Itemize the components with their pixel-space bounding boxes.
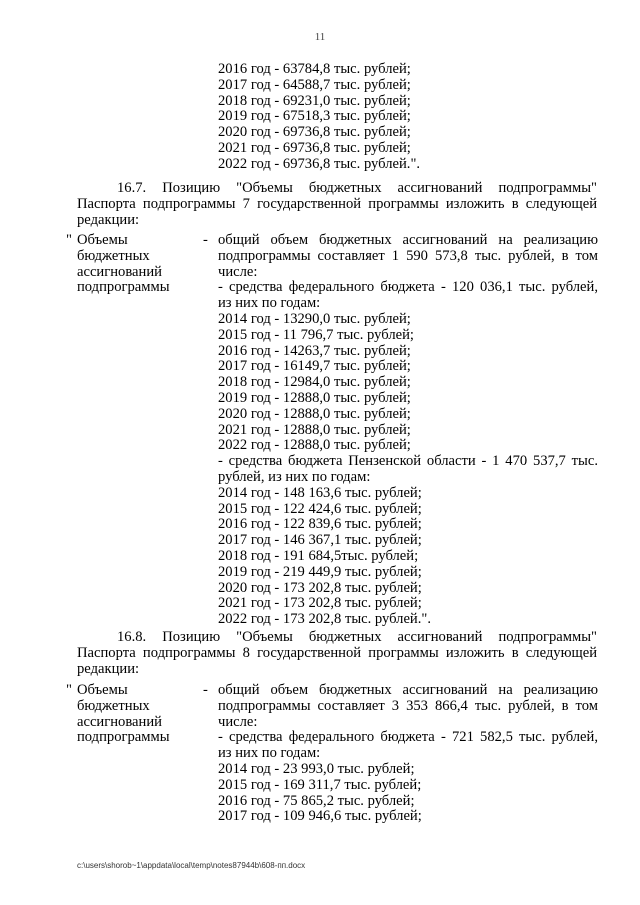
total-line: числе:: [218, 263, 258, 280]
year-line: 2022 год - 69736,8 тыс. рублей.".: [218, 155, 421, 172]
total-line: подпрограммы составляет 1 590 573,8 тыс. рублей, в том: [218, 247, 598, 264]
row-dash: -: [203, 682, 208, 698]
regional-year-line: 2020 год - 173 202,8 тыс. рублей;: [218, 579, 422, 596]
heading-line: Паспорта подпрограммы 8 государственной программы изложить в следующей: [77, 644, 597, 661]
year-line: 2016 год - 63784,8 тыс. рублей;: [218, 61, 411, 77]
label-line: Объемы: [77, 682, 128, 698]
year-line: 2017 год - 64588,7 тыс. рублей;: [218, 76, 411, 93]
federal-line: из них по годам:: [218, 745, 321, 762]
federal-year-line: 2022 год - 12888,0 тыс. рублей;: [218, 437, 411, 454]
federal-year-line: 2017 год - 109 946,6 тыс. рублей;: [218, 808, 422, 825]
label-line: бюджетных: [77, 247, 150, 264]
row-content: [218, 233, 598, 628]
federal-line: - средства федерального бюджета - 120 036,1 тыс. рублей,: [218, 279, 598, 296]
total-line: подпрограммы составляет 3 353 866,4 тыс. рублей, в том: [218, 697, 598, 714]
regional-year-line: 2014 год - 148 163,6 тыс. рублей;: [218, 484, 422, 501]
year-line: 2018 год - 69231,0 тыс. рублей;: [218, 92, 411, 109]
page-number: 11: [314, 31, 326, 43]
regional-year-line: 2021 год - 173 202,8 тыс. рублей;: [218, 595, 422, 612]
row-dash: -: [203, 232, 208, 248]
regional-year-line: 2017 год - 146 367,1 тыс. рублей;: [218, 532, 422, 549]
total-line: числе:: [218, 713, 258, 730]
label-line: подпрограммы: [77, 279, 170, 296]
label-line: ассигнований: [77, 263, 162, 280]
federal-year-line: 2020 год - 12888,0 тыс. рублей;: [218, 405, 411, 422]
year-line: 2019 год - 67518,3 тыс. рублей;: [218, 108, 411, 125]
top-year-list: [218, 62, 420, 173]
regional-year-line: 2015 год - 122 424,6 тыс. рублей;: [218, 500, 422, 517]
heading-line: редакции:: [77, 211, 140, 228]
section-16-7-heading: [77, 181, 597, 228]
heading-line: 16.7. Позицию "Объемы бюджетных ассигнований подпрограммы": [117, 180, 597, 196]
total-line: общий объем бюджетных ассигнований на реализацию: [218, 232, 598, 248]
year-line: 2021 год - 69736,8 тыс. рублей;: [218, 139, 411, 156]
federal-year-line: 2017 год - 16149,7 тыс. рублей;: [218, 358, 411, 375]
row-content: [218, 683, 598, 825]
regional-year-line: 2019 год - 219 449,9 тыс. рублей;: [218, 563, 422, 580]
federal-line: из них по годам:: [218, 295, 321, 312]
file-path-footer: c:\users\shorob~1\appdata\local\temp\notes87944b\608-пп.docx: [77, 861, 306, 870]
section-16-7-passport-row: [66, 232, 598, 628]
year-line: 2020 год - 69736,8 тыс. рублей;: [218, 124, 411, 141]
federal-year-line: 2014 год - 23 993,0 тыс. рублей;: [218, 760, 415, 777]
row-label: [77, 683, 197, 746]
regional-year-line: 2016 год - 122 839,6 тыс. рублей;: [218, 516, 422, 533]
heading-line: 16.8. Позицию "Объемы бюджетных ассигнований подпрограммы": [117, 629, 597, 645]
federal-year-line: 2016 год - 75 865,2 тыс. рублей;: [218, 792, 415, 809]
label-line: бюджетных: [77, 697, 150, 714]
heading-line: Паспорта подпрограммы 7 государственной программы изложить в следующей: [77, 195, 597, 212]
label-line: ассигнований: [77, 713, 162, 730]
regional-line: - средства бюджета Пензенской области - 1 470 537,7 тыс.: [218, 453, 598, 470]
open-quote: ": [66, 232, 72, 248]
row-label: [77, 233, 197, 296]
federal-year-line: 2015 год - 169 311,7 тыс. рублей;: [218, 776, 422, 793]
total-line: общий объем бюджетных ассигнований на реализацию: [218, 682, 598, 698]
regional-year-line: 2022 год - 173 202,8 тыс. рублей.".: [218, 611, 431, 628]
label-line: Объемы: [77, 232, 128, 248]
label-line: подпрограммы: [77, 729, 170, 746]
heading-line: редакции:: [77, 660, 140, 677]
federal-year-line: 2014 год - 13290,0 тыс. рублей;: [218, 310, 411, 327]
federal-year-line: 2015 год - 11 796,7 тыс. рублей;: [218, 326, 414, 343]
federal-year-line: 2019 год - 12888,0 тыс. рублей;: [218, 389, 411, 406]
open-quote: ": [66, 682, 72, 698]
regional-year-line: 2018 год - 191 684,5тыс. рублей;: [218, 547, 419, 564]
section-16-8-passport-row: [66, 683, 598, 843]
federal-year-line: 2021 год - 12888,0 тыс. рублей;: [218, 421, 411, 438]
federal-year-line: 2016 год - 14263,7 тыс. рублей;: [218, 342, 411, 359]
section-16-8-heading: [77, 630, 597, 677]
federal-line: - средства федерального бюджета - 721 582,5 тыс. рублей,: [218, 729, 598, 746]
regional-line: рублей, из них по годам:: [218, 468, 371, 485]
federal-year-line: 2018 год - 12984,0 тыс. рублей;: [218, 374, 411, 391]
